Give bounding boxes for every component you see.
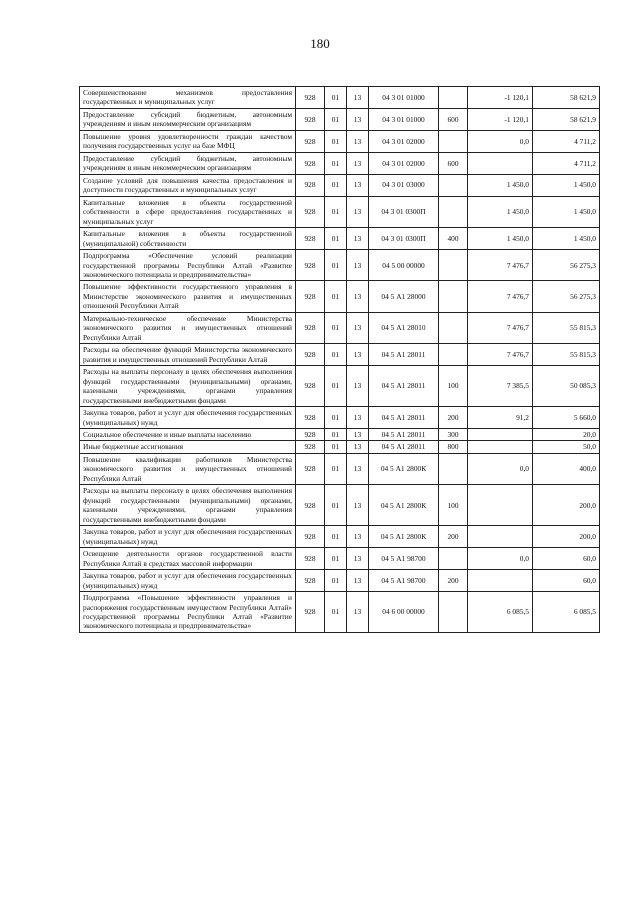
total-amount-cell: 50 085,3: [533, 366, 600, 407]
ministry-code-cell: 928: [296, 312, 325, 343]
change-amount-cell: [468, 441, 533, 453]
item-name-cell: Совершенствование механизмов предоставления государственных и муниципальных услуг: [80, 87, 296, 109]
change-amount-cell: 7 385,5: [468, 366, 533, 407]
ministry-code-cell: 928: [296, 130, 325, 152]
expense-type-cell: 200: [439, 526, 468, 548]
ministry-code-cell: 928: [296, 281, 325, 312]
target-article-cell: 04 5 А1 98700: [369, 548, 439, 570]
table-row: [80, 407, 600, 429]
subsection-code-cell: 13: [347, 429, 369, 441]
subsection-code-cell: 13: [347, 174, 369, 196]
change-amount-cell: 7 476,7: [468, 281, 533, 312]
section-code-cell: 01: [325, 108, 347, 130]
section-code-cell: 01: [325, 174, 347, 196]
subsection-code-cell: 13: [347, 366, 369, 407]
item-name-cell: Повышение квалификации работников Министерства экономического развития и имущественных отношений Республики Алтай: [80, 453, 296, 484]
table-body: [80, 87, 600, 633]
table-row: [80, 592, 600, 633]
expense-type-cell: [439, 87, 468, 109]
expense-type-cell: [439, 130, 468, 152]
ministry-code-cell: 928: [296, 453, 325, 484]
table-row: [80, 429, 600, 441]
item-name-cell: Предоставление субсидий бюджетным, автономным учреждениям и иным некоммерческим организациям: [80, 152, 296, 174]
total-amount-cell: 1 450,0: [533, 228, 600, 250]
change-amount-cell: 1 450,0: [468, 196, 533, 227]
section-code-cell: 01: [325, 312, 347, 343]
subsection-code-cell: 13: [347, 344, 369, 366]
ministry-code-cell: 928: [296, 344, 325, 366]
item-name-cell: Закупка товаров, работ и услуг для обеспечения государственных (муниципальных) нужд: [80, 570, 296, 592]
subsection-code-cell: 13: [347, 453, 369, 484]
total-amount-cell: 200,0: [533, 526, 600, 548]
table-row: [80, 228, 600, 250]
expense-type-cell: [439, 174, 468, 196]
target-article-cell: 04 5 А1 28011: [369, 441, 439, 453]
subsection-code-cell: 13: [347, 87, 369, 109]
table-row: [80, 250, 600, 281]
change-amount-cell: [468, 526, 533, 548]
section-code-cell: 01: [325, 526, 347, 548]
subsection-code-cell: 13: [347, 312, 369, 343]
change-amount-cell: 7 476,7: [468, 344, 533, 366]
item-name-cell: Расходы на выплаты персоналу в целях обеспечения выполнения функций государственными (муниципальными) органами, казенными учреждениями, органами управления государственными внебюджетными фондами: [80, 366, 296, 407]
total-amount-cell: 56 275,3: [533, 281, 600, 312]
total-amount-cell: 50,0: [533, 441, 600, 453]
expense-type-cell: [439, 344, 468, 366]
ministry-code-cell: 928: [296, 196, 325, 227]
total-amount-cell: 4 711,2: [533, 152, 600, 174]
section-code-cell: 01: [325, 548, 347, 570]
ministry-code-cell: 928: [296, 485, 325, 526]
change-amount-cell: [468, 485, 533, 526]
change-amount-cell: 0,0: [468, 130, 533, 152]
section-code-cell: 01: [325, 366, 347, 407]
budget-table: [79, 86, 600, 633]
ministry-code-cell: 928: [296, 250, 325, 281]
section-code-cell: 01: [325, 344, 347, 366]
item-name-cell: Иные бюджетные ассигнования: [80, 441, 296, 453]
item-name-cell: Социальное обеспечение и иные выплаты населению: [80, 429, 296, 441]
expense-type-cell: 200: [439, 570, 468, 592]
table-row: [80, 108, 600, 130]
target-article-cell: 04 5 А1 28000: [369, 281, 439, 312]
target-article-cell: 04 5 А1 2800К: [369, 453, 439, 484]
item-name-cell: Капитальные вложения в объекты государственной собственности в сфере предоставления государственных и муниципальных услуг: [80, 196, 296, 227]
subsection-code-cell: 13: [347, 548, 369, 570]
item-name-cell: Подпрограмма «Повышение эффективности управления и распоряжения государственным имуществом Республики Алтай» государственной программы Республики Алтай «Развитие экономического потенциала и предпринимательства»: [80, 592, 296, 633]
expense-type-cell: [439, 548, 468, 570]
change-amount-cell: 91,2: [468, 407, 533, 429]
table-row: [80, 548, 600, 570]
ministry-code-cell: 928: [296, 407, 325, 429]
ministry-code-cell: 928: [296, 228, 325, 250]
expense-type-cell: 100: [439, 366, 468, 407]
total-amount-cell: 56 275,3: [533, 250, 600, 281]
change-amount-cell: [468, 570, 533, 592]
section-code-cell: 01: [325, 250, 347, 281]
table-row: [80, 312, 600, 343]
section-code-cell: 01: [325, 407, 347, 429]
section-code-cell: 01: [325, 152, 347, 174]
total-amount-cell: 55 815,3: [533, 344, 600, 366]
target-article-cell: 04 5 А1 28011: [369, 366, 439, 407]
table-row: [80, 281, 600, 312]
target-article-cell: 04 3 01 02000: [369, 130, 439, 152]
target-article-cell: 04 6 00 00000: [369, 592, 439, 633]
item-name-cell: Расходы на обеспечение функций Министерства экономического развития и имущественных отношений Республики Алтай: [80, 344, 296, 366]
target-article-cell: 04 3 01 02000: [369, 152, 439, 174]
target-article-cell: 04 5 А1 28011: [369, 407, 439, 429]
ministry-code-cell: 928: [296, 570, 325, 592]
change-amount-cell: 0,0: [468, 548, 533, 570]
table-row: [80, 485, 600, 526]
subsection-code-cell: 13: [347, 570, 369, 592]
ministry-code-cell: 928: [296, 87, 325, 109]
section-code-cell: 01: [325, 130, 347, 152]
ministry-code-cell: 928: [296, 441, 325, 453]
total-amount-cell: 20,0: [533, 429, 600, 441]
table-row: [80, 570, 600, 592]
section-code-cell: 01: [325, 441, 347, 453]
total-amount-cell: 6 085,5: [533, 592, 600, 633]
expense-type-cell: [439, 453, 468, 484]
total-amount-cell: 5 660,0: [533, 407, 600, 429]
subsection-code-cell: 13: [347, 592, 369, 633]
item-name-cell: Повышение уровня удовлетворенности граждан качеством получения государственных услуг на базе МФЦ: [80, 130, 296, 152]
target-article-cell: 04 5 А1 28011: [369, 344, 439, 366]
table-row: [80, 174, 600, 196]
subsection-code-cell: 13: [347, 152, 369, 174]
subsection-code-cell: 13: [347, 250, 369, 281]
subsection-code-cell: 13: [347, 407, 369, 429]
target-article-cell: 04 5 00 00000: [369, 250, 439, 281]
item-name-cell: Предоставление субсидий бюджетным, автономным учреждениям и иным некоммерческим организациям: [80, 108, 296, 130]
ministry-code-cell: 928: [296, 366, 325, 407]
subsection-code-cell: 13: [347, 485, 369, 526]
total-amount-cell: 60,0: [533, 548, 600, 570]
item-name-cell: Материально-техническое обеспечение Министерства экономического развития и имущественных отношений Республики Алтай: [80, 312, 296, 343]
expense-type-cell: 600: [439, 108, 468, 130]
expense-type-cell: [439, 250, 468, 281]
subsection-code-cell: 13: [347, 526, 369, 548]
ministry-code-cell: 928: [296, 526, 325, 548]
section-code-cell: 01: [325, 592, 347, 633]
item-name-cell: Расходы на выплаты персоналу в целях обеспечения выполнения функций государственными (муниципальными) органами, казенными учреждениями, органами управления государственными внебюджетными фондами: [80, 485, 296, 526]
target-article-cell: 04 5 А1 28010: [369, 312, 439, 343]
expense-type-cell: [439, 196, 468, 227]
target-article-cell: 04 5 А1 2800К: [369, 526, 439, 548]
total-amount-cell: 1 450,0: [533, 196, 600, 227]
change-amount-cell: [468, 152, 533, 174]
total-amount-cell: 200,0: [533, 485, 600, 526]
target-article-cell: 04 3 01 01000: [369, 87, 439, 109]
table-row: [80, 130, 600, 152]
change-amount-cell: 6 085,5: [468, 592, 533, 633]
change-amount-cell: -1 120,1: [468, 108, 533, 130]
section-code-cell: 01: [325, 196, 347, 227]
subsection-code-cell: 13: [347, 281, 369, 312]
section-code-cell: 01: [325, 281, 347, 312]
subsection-code-cell: 13: [347, 196, 369, 227]
total-amount-cell: 58 621,9: [533, 87, 600, 109]
table-row: [80, 366, 600, 407]
expense-type-cell: 400: [439, 228, 468, 250]
item-name-cell: Закупка товаров, работ и услуг для обеспечения государственных (муниципальных) нужд: [80, 407, 296, 429]
expense-type-cell: 100: [439, 485, 468, 526]
section-code-cell: 01: [325, 453, 347, 484]
section-code-cell: 01: [325, 87, 347, 109]
total-amount-cell: 1 450,0: [533, 174, 600, 196]
table-row: [80, 152, 600, 174]
item-name-cell: Создание условий для повышения качества предоставления и доступности государственных и муниципальных услуг: [80, 174, 296, 196]
change-amount-cell: [468, 429, 533, 441]
ministry-code-cell: 928: [296, 108, 325, 130]
table-row: [80, 453, 600, 484]
change-amount-cell: 7 476,7: [468, 250, 533, 281]
subsection-code-cell: 13: [347, 130, 369, 152]
section-code-cell: 01: [325, 228, 347, 250]
ministry-code-cell: 928: [296, 592, 325, 633]
expense-type-cell: [439, 312, 468, 343]
subsection-code-cell: 13: [347, 108, 369, 130]
total-amount-cell: 60,0: [533, 570, 600, 592]
expense-type-cell: [439, 592, 468, 633]
target-article-cell: 04 3 01 03000: [369, 174, 439, 196]
item-name-cell: Освещение деятельности органов государственной власти Республики Алтай в средствах массовой информации: [80, 548, 296, 570]
item-name-cell: Закупка товаров, работ и услуг для обеспечения государственных (муниципальных) нужд: [80, 526, 296, 548]
expense-type-cell: 600: [439, 152, 468, 174]
total-amount-cell: 4 711,2: [533, 130, 600, 152]
expense-type-cell: 800: [439, 441, 468, 453]
expense-type-cell: 200: [439, 407, 468, 429]
ministry-code-cell: 928: [296, 174, 325, 196]
total-amount-cell: 58 621,9: [533, 108, 600, 130]
table-row: [80, 344, 600, 366]
section-code-cell: 01: [325, 570, 347, 592]
subsection-code-cell: 13: [347, 228, 369, 250]
expense-type-cell: 300: [439, 429, 468, 441]
expense-type-cell: [439, 281, 468, 312]
change-amount-cell: -1 120,1: [468, 87, 533, 109]
ministry-code-cell: 928: [296, 429, 325, 441]
table-row: [80, 441, 600, 453]
change-amount-cell: 1 450,0: [468, 228, 533, 250]
section-code-cell: 01: [325, 485, 347, 526]
ministry-code-cell: 928: [296, 152, 325, 174]
target-article-cell: 04 3 01 0300П: [369, 228, 439, 250]
change-amount-cell: 7 476,7: [468, 312, 533, 343]
target-article-cell: 04 3 01 0300П: [369, 196, 439, 227]
table-row: [80, 196, 600, 227]
ministry-code-cell: 928: [296, 548, 325, 570]
target-article-cell: 04 5 А1 98700: [369, 570, 439, 592]
target-article-cell: 04 5 А1 2800К: [369, 485, 439, 526]
item-name-cell: Капитальные вложения в объекты государственной (муниципальной) собственности: [80, 228, 296, 250]
subsection-code-cell: 13: [347, 441, 369, 453]
change-amount-cell: 1 450,0: [468, 174, 533, 196]
total-amount-cell: 55 815,3: [533, 312, 600, 343]
section-code-cell: 01: [325, 429, 347, 441]
target-article-cell: 04 3 01 01000: [369, 108, 439, 130]
table-row: [80, 87, 600, 109]
item-name-cell: Подпрограмма «Обеспечение условий реализации государственной программы Республики Алтай «Развитие экономического потенциала и предпринимательства»: [80, 250, 296, 281]
target-article-cell: 04 5 А1 28011: [369, 429, 439, 441]
page-number: 180: [310, 36, 330, 51]
total-amount-cell: 400,0: [533, 453, 600, 484]
item-name-cell: Повышение эффективности государственного управления в Министерстве экономического развития и имущественных отношений Республики Алтай: [80, 281, 296, 312]
table-row: [80, 526, 600, 548]
change-amount-cell: 0,0: [468, 453, 533, 484]
